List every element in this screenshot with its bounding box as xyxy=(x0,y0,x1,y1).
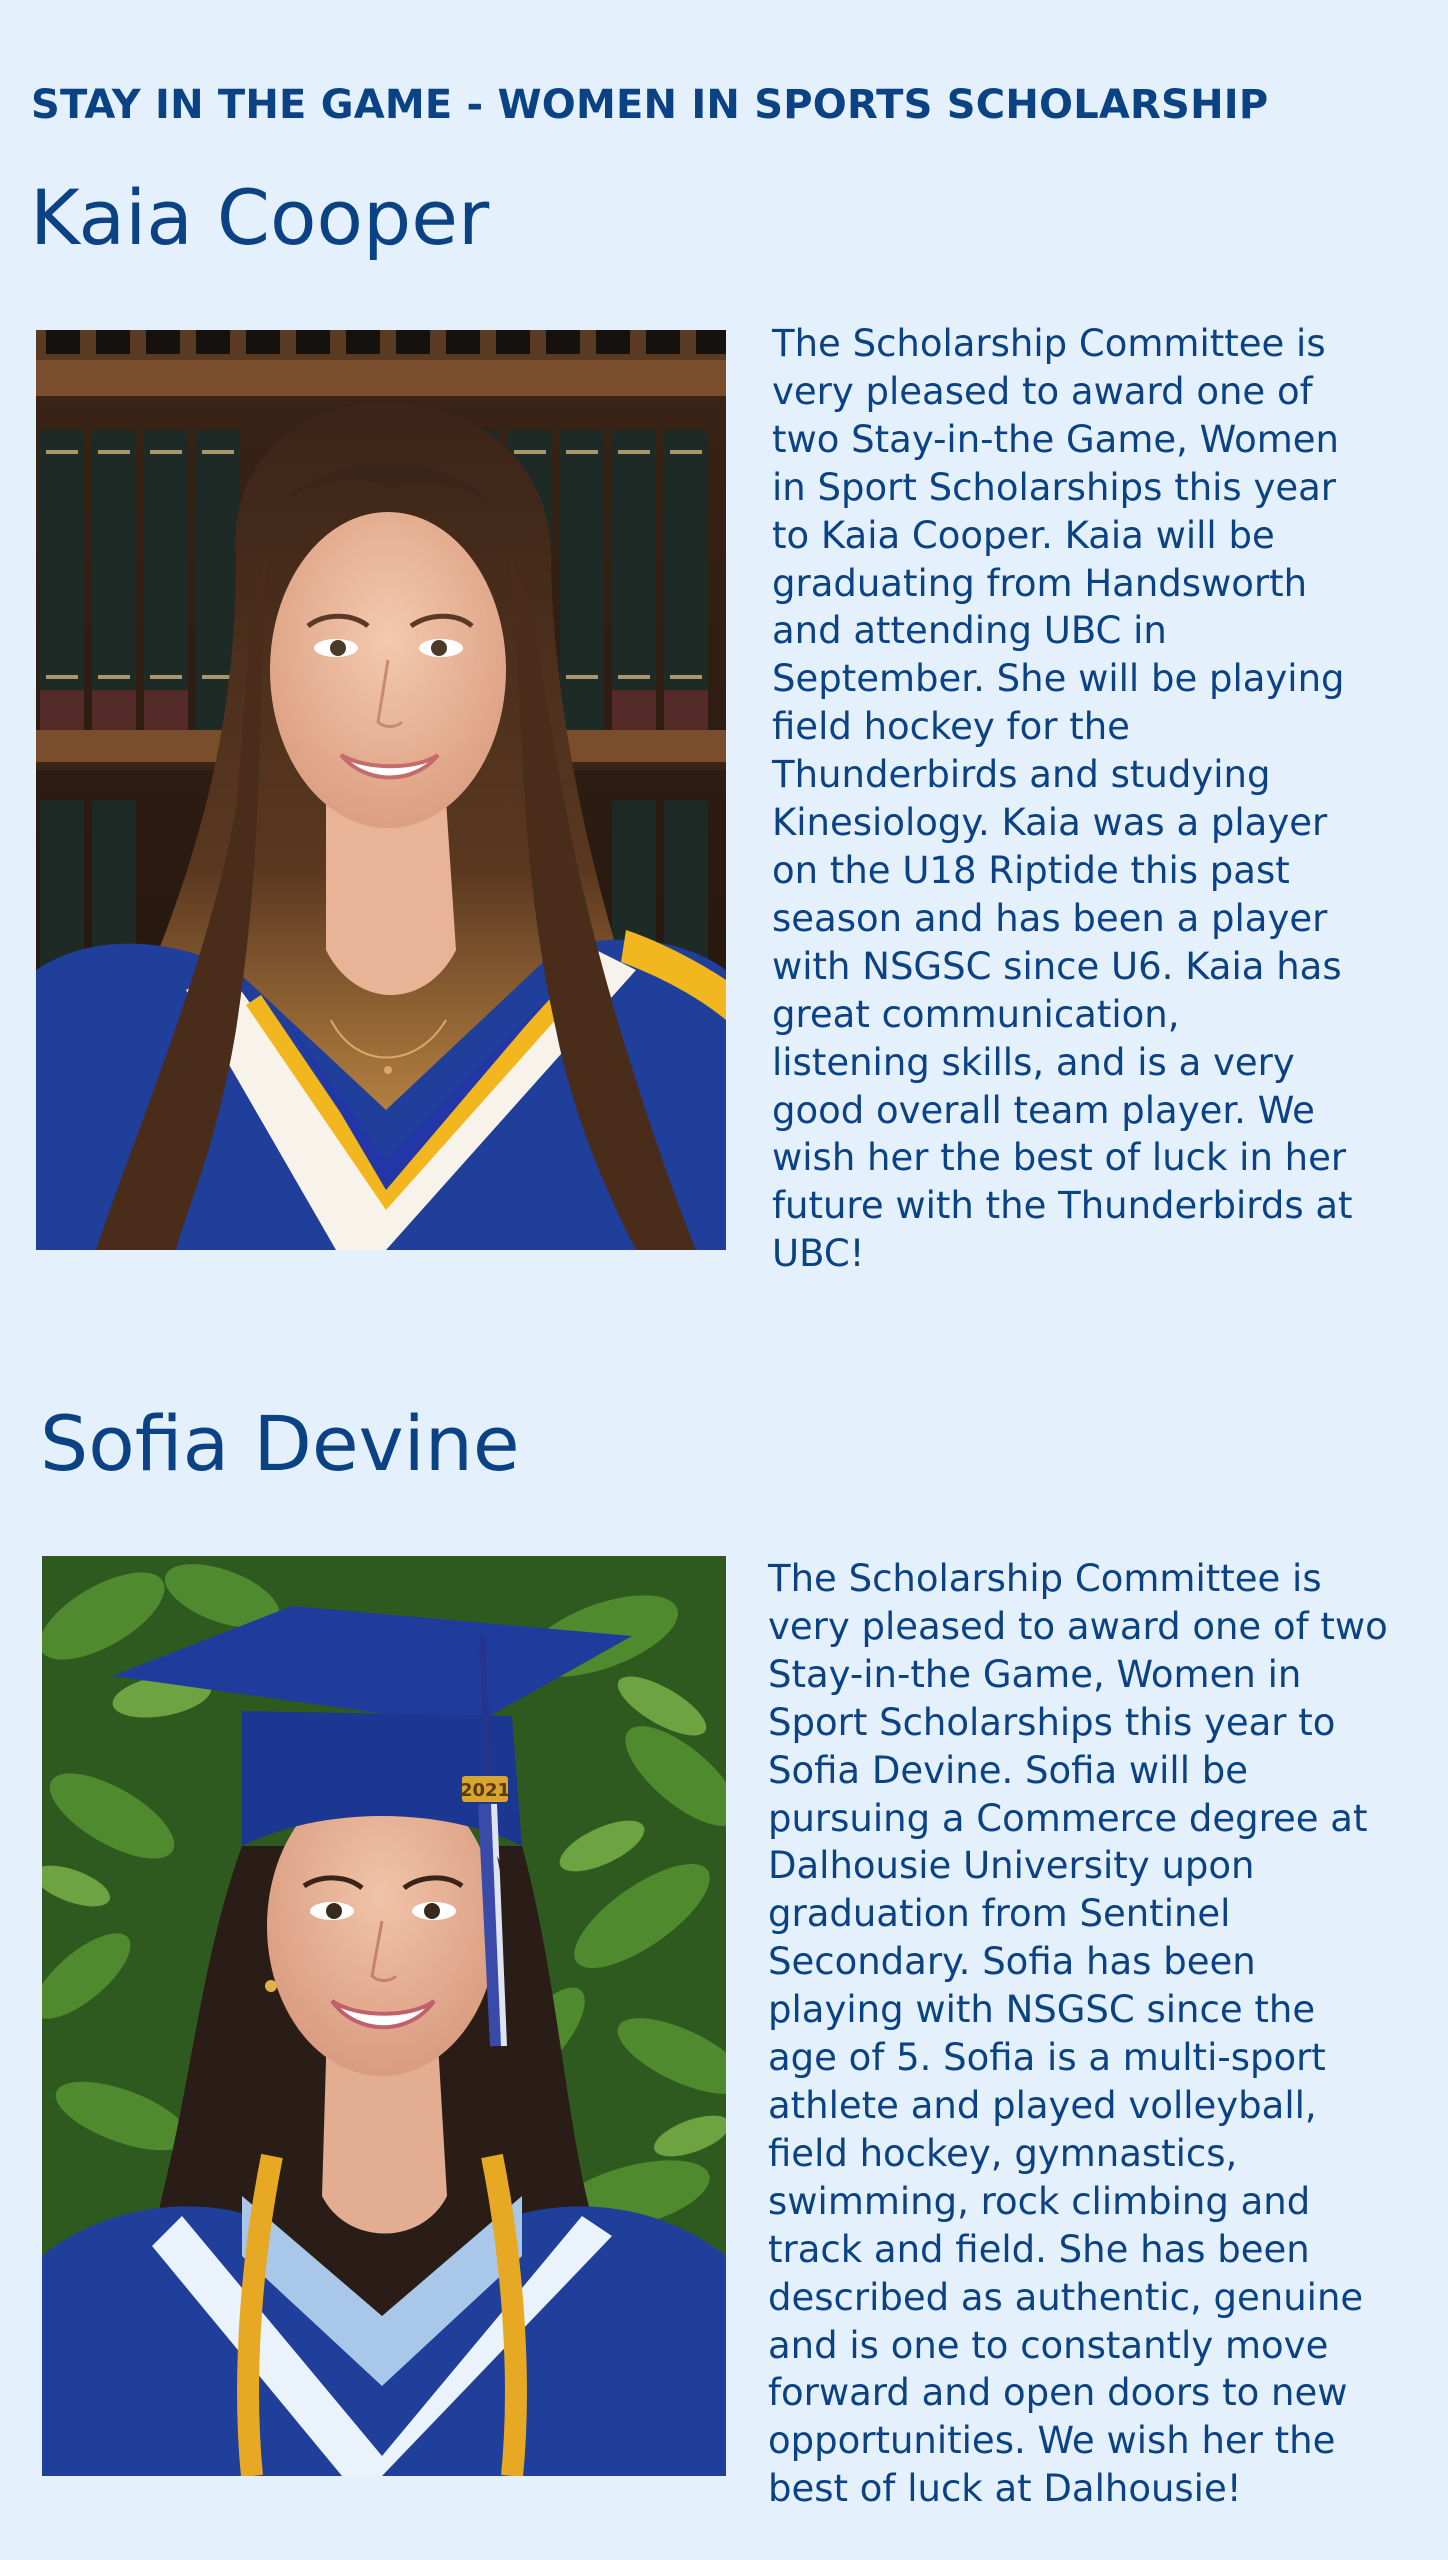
recipient-name-kaia: Kaia Cooper xyxy=(30,173,490,262)
recipient-bio-sofia: The Scholarship Committee is very pleased to award one of two Stay-in-the Game, Women in Sport Scholarships this year to Sofia Devine. Sofia will be pursuing a Commerce degree at Dalhousie University upon graduation from Sentinel Secondary. Sofia has been playing with NSGSC since the age of 5. Sofia is a multi-sport athlete and played volleyball, field hockey, gymnastics, swimming, rock climbing and track and field. She has been described as authentic, genuine and is one to constantly move forward and open doors to new opportunities. We wish her the best of luck at Dalhousie! xyxy=(768,1557,1388,2511)
recipient-bio-kaia: The Scholarship Committee is very pleased to award one of two Stay-in-the Game, Women in Sport Scholarships this year to Kaia Cooper. Kaia will be graduating from Handsworth and attending UBC in September. She will be playing field hockey for the Thunderbirds and studying Kinesiology. Kaia was a player on the U18 Riptide this past season and has been a player with NSGSC since U6. Kaia has great communication, listening skills, and is a very good overall team player. We wish her the best of luck in her future with the Thunderbirds at UBC! xyxy=(772,322,1353,1276)
cap-tassel-year: 2021 xyxy=(459,1780,511,1801)
portrait-sofia-devine xyxy=(42,1556,726,2476)
page-heading: STAY IN THE GAME - WOMEN IN SPORTS SCHOLARSHIP xyxy=(31,82,1269,128)
recipient-name-sofia: Sofia Devine xyxy=(40,1399,520,1488)
portrait-kaia-cooper xyxy=(36,330,726,1250)
